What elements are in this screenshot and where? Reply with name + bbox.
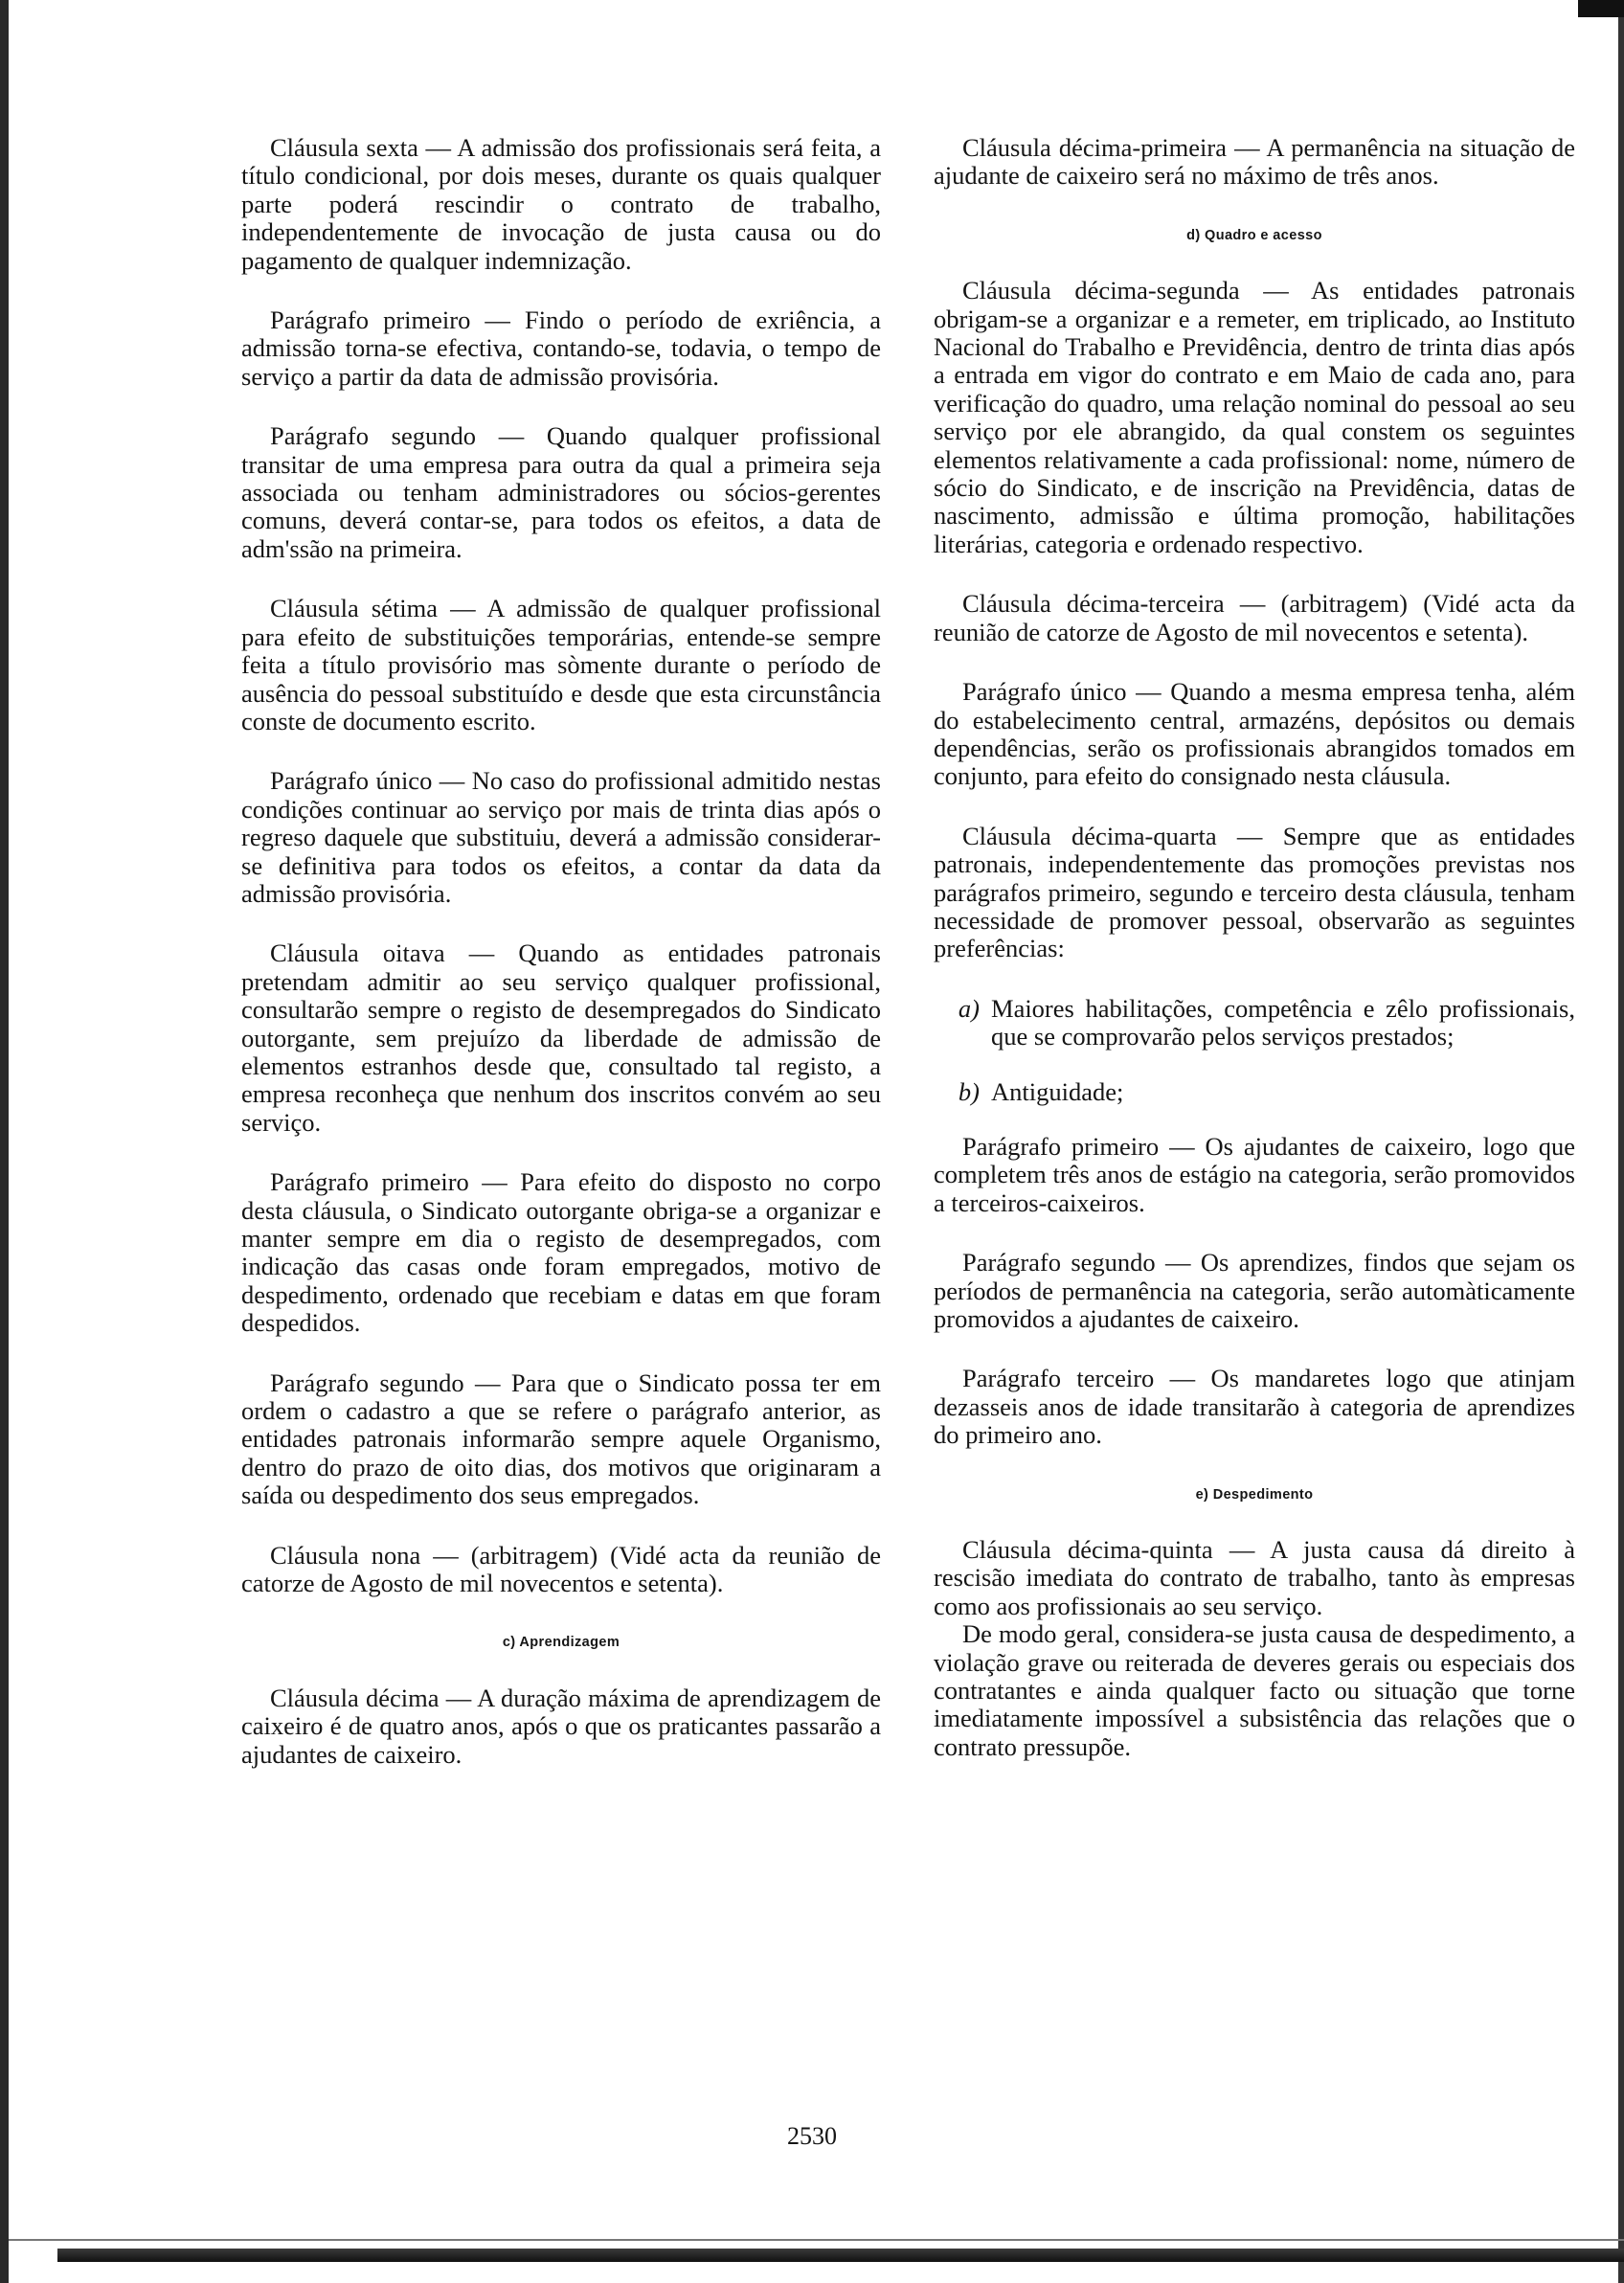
- section-heading-c: c) Aprendizagem: [502, 1635, 620, 1651]
- page-number: 2530: [787, 2122, 837, 2150]
- clause-fourteenth: Cláusula décima-quarta — Sempre que as entidades patronais, independentemente das promoções previstas nos parágrafos primeiro, segundo e terceiro desta cláusula, tenham necessidade de promover pessoal, observarão as seguintes preferências:: [934, 821, 1575, 963]
- left-column: [241, 134, 881, 1800]
- list-item-b: [934, 1078, 1575, 1106]
- scan-edge-bottom-line: [9, 2239, 1624, 2241]
- paragraph-second-fourteenth: Parágrafo segundo — Os aprendizes, findos que sejam os períodos de permanência na categoria, serão automàticamente promovidos a ajudantes de caixeiro.: [934, 1248, 1575, 1333]
- clause-twelfth: Cláusula décima-segunda — As entidades patronais obrigam-se a organizar e a remeter, em triplicado, ao Instituto Nacional do Trabalho e Previdência, dentro de trinta dias após a entrada em vigor do contrato e em Maio de cada ano, para verificação do quadro, uma relação nominal do pessoal ao seu serviço por ele abrangido, da qual constem os seguintes elementos relativamente a cada profissional: nome, número de sócio do Sindicato, e de inscrição na Previdência, datas de nascimento, admissão e última promoção, habilitações literárias, categoria e ordenado respectivo.: [934, 276, 1575, 558]
- clause-ninth: Cláusula nona — (arbitragem) (Vidé acta da reunião de catorze de Agosto de mil novecentos e setenta).: [241, 1540, 881, 1598]
- scan-edge-bottom: [57, 2249, 1624, 2262]
- list-label-b: b): [958, 1076, 980, 1106]
- paragraph-second-eighth: Parágrafo segundo — Para que o Sindicato possa ter em ordem o cadastro a que se refere o parágrafo anterior, as entidades patronais informarão sempre aquele Organismo, dentro do prazo de oito dias, dos motivos que originaram a saída ou despedimento dos seus empregados.: [241, 1368, 881, 1510]
- list-item-a: [934, 995, 1575, 1051]
- list-label-a: a): [958, 993, 980, 1023]
- clause-fifteenth-continuation: De modo geral, considera-se justa causa de despedimento, a violação grave ou reiterada de deveres gerais ou especiais dos contratantes e ainda qualquer facto ou situação que torne imediatamente impossível a subsistência das relações que o contrato pressupõe.: [934, 1619, 1575, 1761]
- paragraph-single-thirteenth: Parágrafo único — Quando a mesma empresa tenha, além do estabelecimento central, armazéns, depósitos ou demais dependências, serão os profissionais abrangidos tomados em conjunto, para efeito do consignado nesta cláusula.: [934, 677, 1575, 791]
- clause-eighth: Cláusula oitava — Quando as entidades patronais pretendam admitir ao seu serviço qualquer profissional, consultarão sempre o registo de desempregados do Sindicato outorgante, sem prejuízo da liberdade de admissão de elementos estranhos desde que, consultado tal registo, a empresa reconheça que nenhum dos inscritos convém ao seu serviço.: [241, 938, 881, 1137]
- list-text-b: Antiguidade;: [991, 1076, 1124, 1106]
- paragraph-single-seventh: Parágrafo único — No caso do profissional admitido nestas condições continuar ao serviço por mais de trinta dias após o regreso daquele que substituiu, deverá a admissão considerar-se definitiva para todos os efeitos, a contar da data da admissão provisória.: [241, 766, 881, 908]
- clause-fifteenth: Cláusula décima-quinta — A justa causa dá direito à rescisão imediata do contrato de trabalho, tanto às empresas como aos profissionais ao seu serviço.: [934, 1535, 1575, 1620]
- paragraph-first-sixth: Parágrafo primeiro — Findo o período de exriência, a admissão torna-se efectiva, contando-se, todavia, o tempo de serviço a partir da data de admissão provisória.: [241, 305, 881, 391]
- clause-thirteenth: Cláusula décima-terceira — (arbitragem) (Vidé acta da reunião de catorze de Agosto de mil novecentos e setenta).: [934, 589, 1575, 646]
- clause-eleventh: Cláusula décima-primeira — A permanência na situação de ajudante de caixeiro será no máximo de três anos.: [934, 133, 1575, 191]
- scan-corner-mark: [1578, 0, 1624, 17]
- paragraph-second-sixth: Parágrafo segundo — Quando qualquer profissional transitar de uma empresa para outra da qual a primeira seja associada ou tenham administradores ou sócios-gerentes comuns, deverá contar-se, para todos os efeitos, a data de adm'ssão na primeira.: [241, 421, 881, 563]
- paragraph-third-fourteenth: Parágrafo terceiro — Os mandaretes logo que atinjam dezasseis anos de idade transitarão à categoria de aprendizes do primeiro ano.: [934, 1364, 1575, 1450]
- paragraph-first-fourteenth: Parágrafo primeiro — Os ajudantes de caixeiro, logo que completem três anos de estágio na categoria, serão promovidos a terceiros-caixeiros.: [934, 1131, 1575, 1217]
- section-heading-e: e) Despedimento: [1195, 1486, 1314, 1503]
- scan-edge-right: [1618, 0, 1624, 2283]
- clause-tenth: Cláusula décima — A duração máxima de aprendizagem de caixeiro é de quatro anos, após o que os praticantes passarão a ajudantes de caixeiro.: [241, 1683, 881, 1769]
- clause-seventh: Cláusula sétima — A admissão de qualquer profissional para efeito de substituições temporárias, entende-se sempre feita a título provisório mas sòmente durante o período de ausência do pessoal substituído e desde que esta circunstância conste de documento escrito.: [241, 594, 881, 735]
- paragraph-first-eighth: Parágrafo primeiro — Para efeito do disposto no corpo desta cláusula, o Sindicato outorgante obriga-se a organizar e manter sempre em dia o registo de desempregados, com indicação das casas onde foram empregados, motivo de despedimento, ordenado que recebiam e datas em que foram despedidos.: [241, 1167, 881, 1338]
- right-column: [934, 134, 1575, 1793]
- list-text-a: Maiores habilitações, competência e zêlo profissionais, que se comprovarão pelos serviços prestados;: [991, 993, 1575, 1051]
- clause-sixth: Cláusula sexta — A admissão dos profissionais será feita, a título condicional, por dois meses, durante os quais qualquer parte poderá rescindir o contrato de trabalho, independentemente de invocação de justa causa ou do pagamento de qualquer indemnização.: [241, 133, 881, 275]
- section-heading-d: d) Quadro e acesso: [1186, 227, 1322, 243]
- scan-edge-left: [0, 0, 9, 2283]
